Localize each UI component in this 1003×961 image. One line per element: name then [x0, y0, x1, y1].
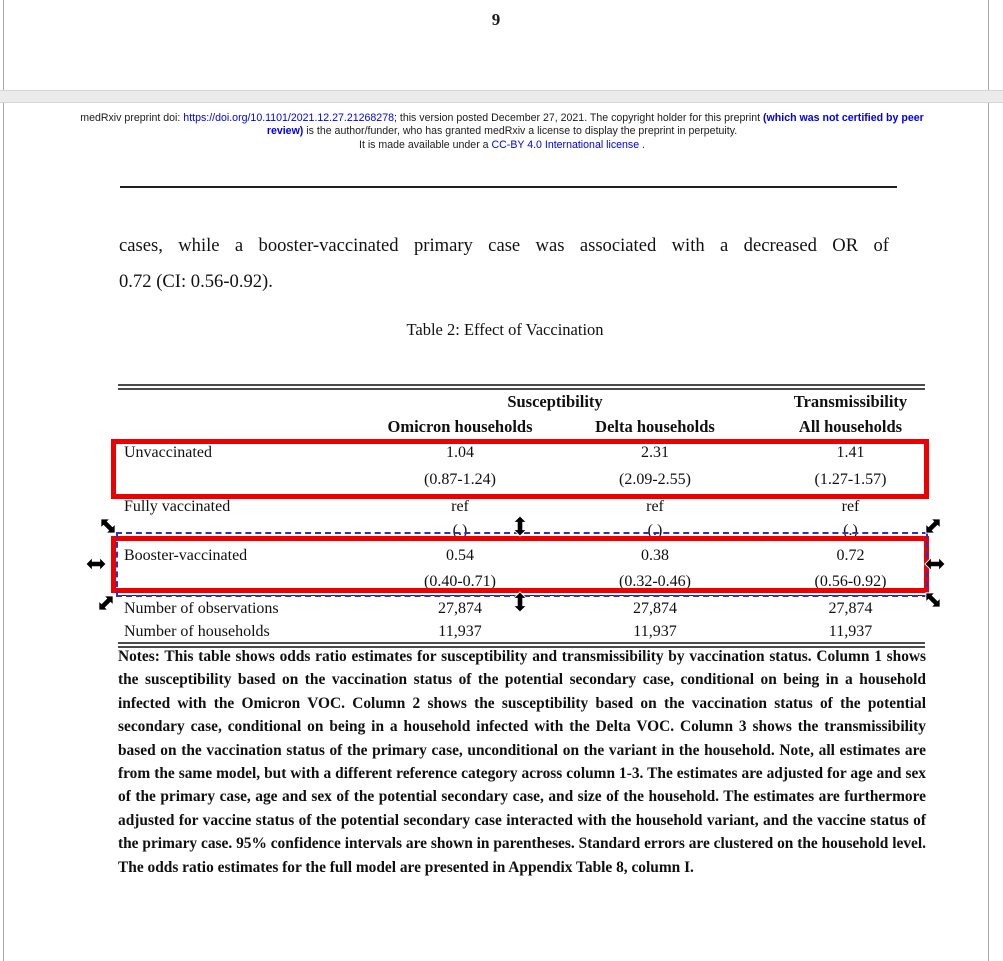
cell-value: 11,937 [828, 623, 873, 640]
table-caption: Table 2: Effect of Vaccination [406, 320, 604, 339]
double-arrow-icon [509, 515, 531, 537]
cell-value: 27,874 [438, 600, 482, 617]
table-group-header-row [118, 390, 925, 414]
peer-review-notice-link[interactable]: (which was not certified by peer review) [266, 112, 924, 138]
cell-ci: (2.09-2.55) [619, 471, 691, 488]
double-arrow-icon [85, 553, 107, 575]
banner-text: is the author/funder, who has granted medRxiv a license to display the preprint in [303, 125, 686, 138]
resize-handle-middle-left[interactable] [85, 553, 107, 575]
banner-text: ; this version posted December 27, 2021. The copyright holder for this [393, 112, 722, 124]
double-arrow-icon [924, 553, 946, 575]
banner-text: It is made available under a [359, 138, 492, 151]
double-arrow-icon [509, 591, 531, 613]
banner-text: preprint [724, 112, 764, 124]
column-header-omicron: Omicron households [387, 416, 533, 436]
row-label: Unvaccinated [124, 444, 212, 461]
article-paragraph-line: cases, while a booster-vaccinated primary case was associated with a decreased OR of [119, 235, 889, 256]
row-label: Fully vaccinated [124, 498, 231, 515]
table-subheader-row [118, 414, 925, 439]
cell-value: 27,874 [828, 600, 873, 617]
doi-link[interactable]: https://doi.org/10.1101/2021.12.27.21268278 [183, 112, 394, 124]
banner-text: medRxiv preprint doi: [80, 112, 184, 124]
medrxiv-banner [62, 112, 942, 152]
cell-value: 0.72 [836, 546, 865, 564]
table-notes: Notes: This table shows odds ratio estimates for susceptibility and transmissibility by vaccination status. Column 1 shows the susceptibility based on the vaccination status of the potential secondary case, conditional on being in a household infected with the Omicron VOC. Column 2 shows the susceptibility based on the vaccination status of the potential secondary case, conditional on being in a household infected with the Delta VOC. Column 3 shows the transmissibility based on the vaccination status of the primary case, unconditional on the variant in the household. Note, all estimates are from the same model, but with a different reference category across column 1-3. The estimates are adjusted for age and sex of the primary case, age and sex of the potential secondary case, and size of the household. The estimates are furthermore adjusted for vaccine status of the potential secondary case interacted with the household variant, and the vaccine status of the primary case. 95% confidence intervals are shown in parentheses. Standard errors are clustered on the household level. The odds ratio estimates for the full model are presented in Appendix Table 8, column I. [118, 648, 926, 876]
cell-value: ref [646, 498, 664, 515]
page-number: 9 [491, 10, 501, 29]
cell-ci: (0.87-1.24) [424, 471, 496, 488]
cell-ci: (1.27-1.57) [814, 471, 887, 488]
cell-value: ref [841, 498, 860, 515]
resize-handle-top-center[interactable] [509, 515, 531, 537]
page-separator [0, 90, 1003, 103]
cell-ci: (.) [452, 522, 468, 539]
license-link[interactable]: CC-BY 4.0 International license [491, 138, 640, 151]
cell-value: 11,937 [633, 623, 677, 640]
banner-text: . [639, 138, 645, 151]
cell-value: ref [451, 498, 469, 515]
banner-divider-rule [120, 186, 897, 188]
banner-text: perpetuity. [688, 125, 738, 138]
cell-value: 11,937 [438, 623, 482, 640]
row-label: Booster-vaccinated [124, 546, 248, 564]
cell-ci: (0.56-0.92) [814, 573, 887, 590]
cell-ci: (.) [843, 522, 858, 539]
resize-handle-middle-right[interactable] [924, 553, 946, 575]
cell-value: 27,874 [633, 600, 677, 617]
page-left-border [3, 0, 4, 961]
row-label: Number of observations [124, 600, 279, 617]
column-header-all: All households [798, 416, 903, 436]
cell-ci: (0.32-0.46) [619, 573, 691, 590]
resize-handle-bottom-center[interactable] [509, 591, 531, 613]
cell-value: 0.38 [641, 546, 669, 564]
cell-ci: (0.40-0.71) [424, 573, 496, 590]
susceptibility-group-header: Susceptibility [507, 392, 603, 411]
cell-value: 0.54 [446, 546, 474, 564]
highlight-box-unvaccinated-row[interactable] [111, 439, 929, 499]
article-paragraph-line: 0.72 (CI: 0.56-0.92). [119, 271, 273, 292]
cell-ci: (.) [647, 522, 663, 539]
selection-rectangle[interactable] [116, 532, 928, 597]
article-paragraph [119, 228, 889, 300]
cell-value: 1.04 [446, 444, 474, 461]
cell-value: 2.31 [641, 444, 669, 461]
table-row [118, 622, 925, 642]
column-header-delta: Delta households [595, 416, 715, 436]
transmissibility-group-header: Transmissibility [793, 392, 908, 411]
row-label: Number of households [124, 623, 270, 640]
page-right-border [988, 0, 989, 961]
cell-value: 1.41 [836, 444, 865, 461]
